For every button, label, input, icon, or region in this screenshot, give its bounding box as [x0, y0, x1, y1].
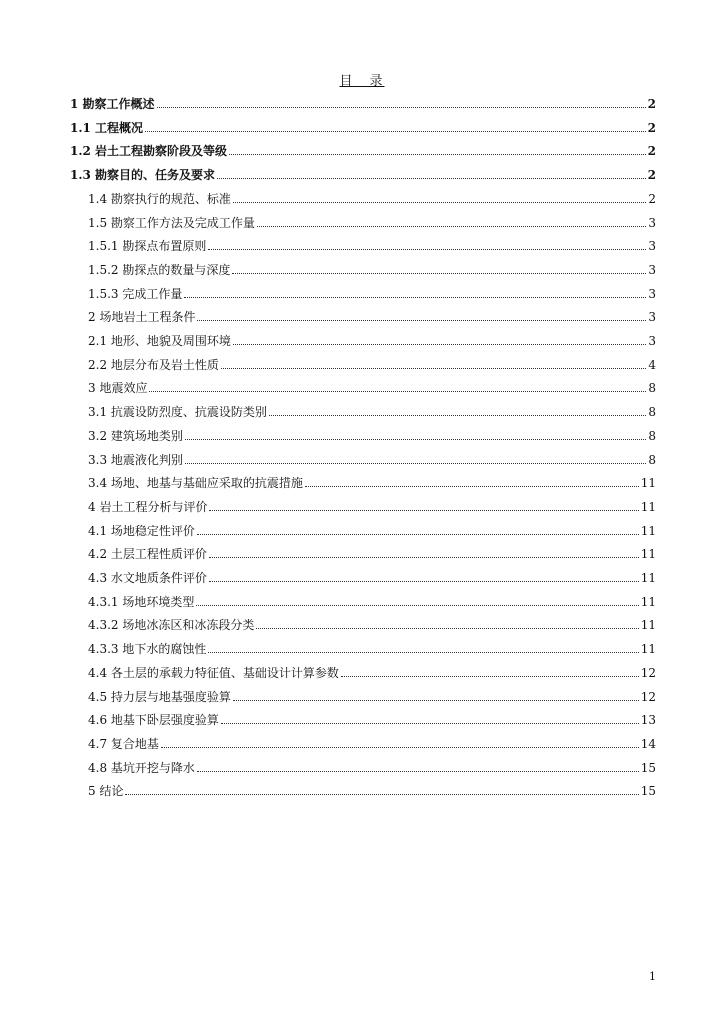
toc-entry-page: 11: [640, 476, 656, 491]
toc-entry[interactable]: [88, 403, 656, 421]
toc-entry-page: 11: [640, 499, 656, 514]
toc-entry[interactable]: [88, 782, 656, 800]
toc-entry[interactable]: [88, 237, 656, 255]
toc-title: [0, 70, 724, 89]
dot-leader: [257, 226, 646, 227]
toc-entry-page: 11: [640, 594, 656, 609]
toc-entry-title: 3.2 建筑场地类别: [88, 428, 183, 443]
toc-entry-page: 2: [647, 120, 656, 135]
toc-entry-page: 13: [640, 713, 656, 728]
toc-entry-title: 3.4 场地、地基与基础应采取的抗震措施: [88, 476, 303, 491]
page-number: 1: [649, 970, 656, 983]
toc-entry-title: 1.3 勘察目的、任务及要求: [70, 168, 216, 183]
dot-leader: [149, 391, 646, 392]
toc-entry-page: 11: [640, 571, 656, 585]
toc-entry-title: 3.3 地震液化判别: [88, 452, 183, 467]
toc-entry[interactable]: [88, 379, 656, 397]
toc-entry-page: 15: [640, 760, 656, 775]
dot-leader: [229, 154, 646, 155]
toc-entry-page: 11: [640, 642, 656, 657]
dot-leader: [233, 700, 639, 701]
toc-entry[interactable]: [88, 451, 656, 469]
dot-leader: [209, 557, 639, 558]
dot-leader: [208, 652, 638, 653]
toc-entry-page: 3: [648, 310, 656, 325]
toc-entry[interactable]: [88, 427, 656, 445]
toc-entry[interactable]: [70, 95, 656, 113]
dot-leader: [208, 249, 646, 250]
dot-leader: [209, 581, 639, 582]
toc-entry[interactable]: [88, 214, 656, 232]
toc-entry-page: 2: [647, 168, 656, 183]
dot-leader: [221, 723, 639, 724]
dot-leader: [197, 320, 646, 321]
toc-entry-title: 4.1 场地稳定性评价: [88, 523, 195, 538]
toc-entry-title: 1.5.1 勘探点布置原则: [88, 239, 207, 254]
dot-leader: [341, 676, 639, 677]
toc-entry-title: 2 场地岩土工程条件: [88, 310, 196, 325]
toc-entry-page: 2: [647, 144, 656, 159]
toc-entry[interactable]: [88, 616, 656, 634]
toc-entry-page: 15: [640, 784, 656, 799]
toc-entry-page: 8: [648, 428, 656, 443]
toc-entry-page: 4: [648, 357, 656, 372]
toc-entry-title: 1 勘察工作概述: [70, 97, 155, 111]
toc-entry-page: 11: [640, 618, 656, 633]
toc-entry-title: 4.3 水文地质条件评价: [88, 571, 207, 585]
toc-entry-page: 11: [640, 523, 656, 538]
toc-entry[interactable]: [88, 308, 656, 326]
toc-entry[interactable]: [88, 759, 656, 777]
toc-entry-title: 1.5.3 完成工作量: [88, 286, 183, 301]
toc-entry-title: 4.6 地基下卧层强度验算: [88, 713, 219, 728]
toc-entry-title: 1.1 工程概况: [70, 120, 144, 135]
toc-entry-page: 3: [648, 215, 656, 230]
toc-entry-page: 2: [648, 191, 656, 206]
toc-entry-title: 3 地震效应: [88, 381, 148, 396]
toc-entry[interactable]: [88, 569, 656, 587]
toc-entry[interactable]: [88, 664, 656, 682]
dot-leader: [196, 605, 638, 606]
toc-entry-title: 1.2 岩土工程勘察阶段及等级: [70, 144, 228, 159]
toc-entry-page: 8: [648, 452, 656, 467]
toc-entry-page: 3: [648, 286, 656, 301]
toc-entry-title: 4 岩土工程分析与评价: [88, 499, 208, 514]
toc-entry[interactable]: [88, 332, 656, 350]
toc-entry[interactable]: [88, 735, 656, 753]
dot-leader: [184, 297, 646, 298]
toc-entry[interactable]: [88, 474, 656, 492]
toc-entry-page: 11: [640, 547, 656, 562]
toc-entry[interactable]: [88, 545, 656, 563]
toc-entry[interactable]: [70, 166, 656, 184]
toc-entry[interactable]: [88, 261, 656, 279]
toc-entry[interactable]: [70, 142, 656, 160]
toc-entry-title: 4.7 复合地基: [88, 736, 159, 751]
toc-entry[interactable]: [88, 190, 656, 208]
toc-entry[interactable]: [88, 522, 656, 540]
dot-leader: [209, 510, 638, 511]
dot-leader: [197, 534, 639, 535]
toc-entry-title: 1.5 勘察工作方法及完成工作量: [88, 215, 255, 230]
toc-entry[interactable]: [88, 593, 656, 611]
toc-entry-title: 1.5.2 勘探点的数量与深度: [88, 262, 231, 277]
dot-leader: [125, 794, 638, 795]
toc-entry-page: 12: [640, 665, 656, 680]
toc-entry-title: 4.2 土层工程性质评价: [88, 547, 207, 562]
toc-entry[interactable]: [70, 119, 656, 137]
toc-entry-title: 2.2 地层分布及岩土性质: [88, 357, 219, 372]
toc-entry-title: 1.4 勘察执行的规范、标准: [88, 191, 231, 206]
dot-leader: [145, 131, 646, 132]
dot-leader: [221, 368, 646, 369]
toc-entry[interactable]: [88, 640, 656, 658]
dot-leader: [185, 463, 646, 464]
toc-entry-title: 3.1 抗震设防烈度、抗震设防类别: [88, 405, 267, 420]
toc-entry-page: 14: [640, 736, 656, 751]
dot-leader: [305, 486, 639, 487]
toc-entry-title: 4.3.3 地下水的腐蚀性: [88, 642, 207, 657]
toc-entry-title: 4.4 各土层的承载力特征值、基础设计计算参数: [88, 665, 339, 680]
toc-entry-title: 4.5 持力层与地基强度验算: [88, 689, 231, 704]
toc-entry-page: 2: [647, 97, 656, 111]
toc-entry[interactable]: [88, 498, 656, 516]
toc-entry[interactable]: [88, 356, 656, 374]
toc-entry-title: 5 结论: [88, 784, 124, 799]
dot-leader: [217, 178, 646, 179]
dot-leader: [269, 415, 646, 416]
toc-title-text: 目 录: [339, 74, 385, 89]
toc-entry-title: 4.3.2 场地冰冻区和冰冻段分类: [88, 618, 255, 633]
toc-entry-page: 3: [648, 239, 656, 254]
toc-entry[interactable]: [88, 285, 656, 303]
toc-entry-page: 3: [648, 262, 656, 277]
dot-leader: [161, 747, 639, 748]
toc-entry-page: 3: [648, 334, 656, 348]
toc-entry-page: 8: [648, 381, 656, 396]
dot-leader: [157, 107, 646, 108]
dot-leader: [233, 202, 646, 203]
dot-leader: [233, 344, 646, 345]
toc-entry-page: 8: [648, 405, 656, 420]
toc-entry-title: 4.8 基坑开挖与降水: [88, 760, 195, 775]
toc-entry[interactable]: [88, 711, 656, 729]
toc-entry-page: 12: [640, 689, 656, 704]
toc-entry-title: 2.1 地形、地貌及周围环境: [88, 334, 231, 348]
toc-entry[interactable]: [88, 688, 656, 706]
dot-leader: [256, 628, 638, 629]
dot-leader: [185, 439, 646, 440]
toc-entry-title: 4.3.1 场地环境类型: [88, 594, 195, 609]
dot-leader: [197, 771, 639, 772]
dot-leader: [232, 273, 646, 274]
